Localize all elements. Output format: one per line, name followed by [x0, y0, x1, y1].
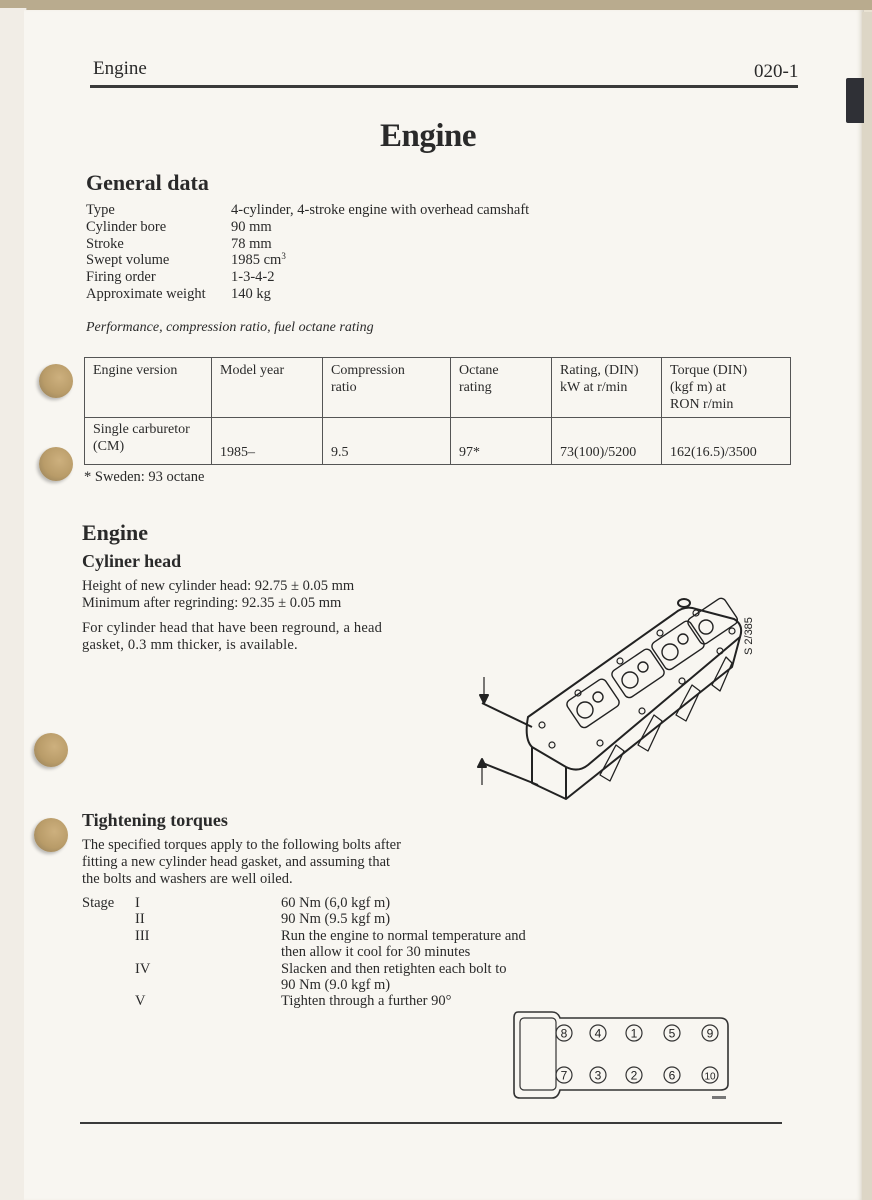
cell-compression-ratio: 9.5	[323, 418, 451, 465]
cell-torque: 162(16.5)/3500	[662, 418, 791, 465]
bolt-number: 1	[630, 1026, 638, 1041]
stage-label: Stage	[82, 895, 115, 911]
arrow-up-icon	[478, 759, 486, 767]
spec-label: Swept volume	[86, 252, 170, 269]
paragraph-line: The specified torques apply to the following bolts after	[82, 837, 401, 853]
cell-model-year: 1985–	[212, 418, 323, 465]
bolt-number: 5	[668, 1026, 676, 1041]
superscript: 3	[281, 251, 286, 262]
next-page-edge	[862, 12, 872, 1200]
stage-row	[82, 993, 571, 1009]
running-title: Engine	[93, 58, 147, 79]
stage-description: 90 Nm (9.0 kgf m)	[281, 977, 391, 994]
cell-rating: 73(100)/5200	[552, 418, 662, 465]
spec-row	[86, 286, 529, 303]
column-header	[662, 358, 791, 418]
column-header	[323, 358, 451, 418]
binder-hole	[34, 733, 68, 767]
binder-edge	[0, 0, 872, 10]
stage-number: II	[135, 911, 145, 928]
column-header	[212, 358, 323, 418]
header-line: rating	[459, 380, 492, 395]
stage-description: 90 Nm (9.5 kgf m)	[281, 911, 391, 928]
head-outline	[514, 1012, 728, 1098]
previous-page-edge	[0, 8, 27, 1200]
table-footnote: * Sweden: 93 octane	[84, 469, 205, 485]
spec-value: 78 mm	[231, 235, 272, 252]
head-side-outline	[532, 637, 740, 799]
spec-label: Type	[86, 202, 115, 218]
header-line: Rating, (DIN)	[560, 363, 639, 378]
stage-number: V	[135, 993, 146, 1010]
arrow-down-icon	[480, 695, 488, 703]
spec-label: Stroke	[86, 235, 124, 252]
spec-value: 1-3-4-2	[231, 269, 275, 286]
spec-line: Height of new cylinder head: 92.75 ± 0.05 mm	[82, 578, 355, 594]
stage-row	[82, 928, 571, 944]
stage-row-continued	[82, 944, 571, 960]
page-number: 020-1	[754, 61, 799, 82]
stage-row	[82, 911, 571, 927]
spec-value	[231, 252, 286, 269]
tightening-torques-heading: Tightening torques	[82, 810, 228, 830]
table-row	[85, 418, 791, 465]
bolt-number: 6	[668, 1068, 676, 1083]
paragraph-line: For cylinder head that have been reground, a head	[82, 620, 383, 636]
stage-number: III	[135, 927, 150, 944]
bolt-number: 4	[594, 1026, 602, 1041]
footer-rule	[80, 1122, 782, 1124]
binder-hole	[39, 364, 73, 398]
spec-label: Cylinder bore	[86, 218, 167, 235]
tightening-stages	[82, 895, 571, 1010]
stage-number: IV	[135, 960, 151, 977]
spec-line: Minimum after regrinding: 92.35 ± 0.05 mm	[82, 595, 342, 611]
cell-line: Single carburetor	[93, 422, 190, 437]
bolt-number: 9	[706, 1026, 714, 1041]
general-data-list	[86, 202, 529, 303]
header-line: ratio	[331, 380, 357, 395]
cylinder-head-paragraph	[82, 620, 412, 654]
bolt-number: 2	[630, 1068, 638, 1083]
spec-label: Approximate weight	[86, 285, 206, 302]
header-line: Model year	[220, 363, 285, 378]
header-line: Octane	[459, 363, 499, 378]
stage-description: Run the engine to normal temperature and	[281, 927, 526, 944]
header-line: Engine version	[93, 363, 178, 378]
figure-code-mark	[712, 1096, 726, 1099]
stage-number: I	[135, 895, 140, 911]
dimension-line	[482, 703, 532, 727]
bolt-number: 8	[560, 1026, 568, 1041]
spec-label: Firing order	[86, 269, 156, 286]
table-caption: Performance, compression ratio, fuel octane rating	[86, 320, 374, 335]
cell-line: (CM)	[93, 439, 125, 454]
cell-octane-rating: 97*	[451, 418, 552, 465]
tightening-paragraph	[82, 837, 422, 888]
dimension-line	[480, 762, 538, 785]
header-line: kW at r/min	[560, 380, 628, 395]
stage-description: Tighten through a further 90°	[281, 993, 452, 1010]
cylinder-head-illustration	[470, 585, 770, 805]
spec-row	[86, 269, 529, 286]
column-header	[451, 358, 552, 418]
header-line: (kgf m) at	[670, 380, 726, 395]
general-data-heading: General data	[86, 170, 209, 195]
engine-heading: Engine	[82, 520, 149, 545]
stage-description: then allow it cool for 30 minutes	[281, 944, 471, 961]
spec-value-text: 1985 cm	[231, 252, 282, 269]
binder-hole	[34, 818, 68, 852]
paragraph-line: the bolts and washers are well oiled.	[82, 871, 293, 887]
stage-row	[82, 895, 571, 911]
bolt-sequence-diagram	[510, 1008, 732, 1108]
spec-row	[86, 219, 529, 236]
cylinder-head-subheading: Cyliner head	[82, 551, 182, 571]
cylinder-head-specs	[82, 578, 354, 612]
column-header	[552, 358, 662, 418]
table-header-row	[85, 358, 791, 418]
figure-label: S 2/385	[743, 617, 755, 655]
bleed-through	[97, 120, 101, 136]
paragraph-line: gasket, 0.3 mm thicker, is available.	[82, 637, 298, 653]
binder-hole	[39, 447, 73, 481]
column-header	[85, 358, 212, 418]
header-line: RON r/min	[670, 397, 734, 412]
stage-description: 60 Nm (6,0 kgf m)	[281, 895, 391, 911]
bolt-number: 10	[704, 1071, 716, 1083]
paragraph-line: fitting a new cylinder head gasket, and assuming that	[82, 854, 391, 870]
stage-description: Slacken and then retighten each bolt to	[281, 960, 507, 977]
header-rule	[90, 85, 798, 88]
performance-table	[84, 357, 791, 465]
spec-row	[86, 236, 529, 253]
section-tab-marker	[846, 78, 864, 123]
header-line: Torque (DIN)	[670, 363, 748, 378]
spec-row	[86, 202, 529, 219]
end-recess	[520, 1018, 556, 1090]
spec-row	[86, 252, 529, 269]
header-line: Compression	[331, 363, 405, 378]
cell-engine-version	[85, 418, 212, 465]
spec-value: 4-cylinder, 4-stroke engine with overhead camshaft	[231, 202, 530, 218]
stage-row-continued	[82, 977, 571, 993]
spec-value: 140 kg	[231, 285, 271, 302]
stage-row	[82, 961, 571, 977]
bolt-number: 3	[594, 1068, 602, 1083]
bolt-number: 7	[560, 1068, 568, 1083]
page-title: Engine	[380, 118, 477, 154]
spec-value: 90 mm	[231, 218, 272, 235]
